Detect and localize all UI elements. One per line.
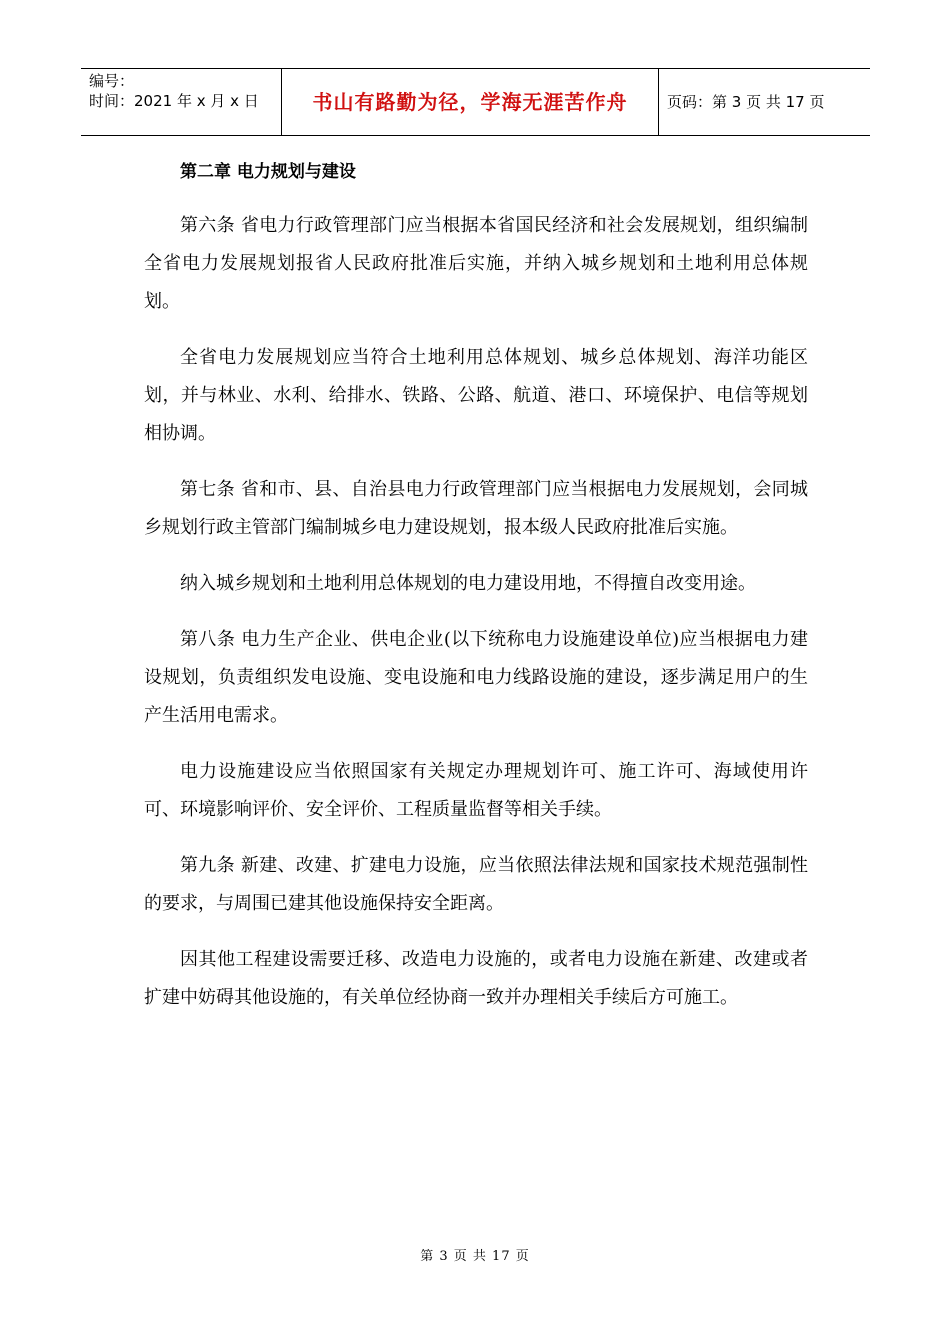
- date-label: 时间：2021 年 x 月 x 日: [89, 92, 259, 110]
- header-page-info: 页码：第 3 页 共 17 页: [667, 93, 825, 111]
- document-body: [144, 153, 808, 1035]
- serial-number-label: 编号：: [89, 72, 135, 90]
- chapter-title: 第二章 电力规划与建设: [180, 162, 356, 182]
- paragraph-article-9: 第九条 新建、改建、扩建电力设施，应当依照法律法规和国家技术规范强制性的要求，与周围已建其他设施保持安全距离。: [144, 855, 808, 914]
- paragraph-article-8: 第八条 电力生产企业、供电企业(以下统称电力设施建设单位)应当根据电力建设规划，负责组织发电设施、变电设施和电力线路设施的建设，逐步满足用户的生产生活用电需求。: [144, 629, 808, 726]
- paragraph-article-9-cont: 因其他工程建设需要迁移、改造电力设施的，或者电力设施在新建、改建或者扩建中妨碍其他设施的，有关单位经协商一致并办理相关手续后方可施工。: [144, 949, 808, 1008]
- paragraph-article-6: 第六条 省电力行政管理部门应当根据本省国民经济和社会发展规划，组织编制全省电力发展规划报省人民政府批准后实施，并纳入城乡规划和土地利用总体规划。: [144, 215, 808, 312]
- paragraph-article-7: 第七条 省和市、县、自治县电力行政管理部门应当根据电力发展规划，会同城乡规划行政主管部门编制城乡电力建设规划，报本级人民政府批准后实施。: [144, 479, 808, 538]
- document-header: [81, 68, 870, 136]
- paragraph-article-6-cont: 全省电力发展规划应当符合土地利用总体规划、城乡总体规划、海洋功能区划，并与林业、水利、给排水、铁路、公路、航道、港口、环境保护、电信等规划相协调。: [144, 347, 808, 444]
- paragraph-article-7-cont: 纳入城乡规划和土地利用总体规划的电力建设用地，不得擅自改变用途。: [180, 573, 756, 594]
- header-motto: 书山有路勤为径，学海无涯苦作舟: [282, 69, 659, 135]
- page-footer: 第 3 页 共 17 页: [420, 1249, 530, 1264]
- paragraph-article-8-cont: 电力设施建设应当依照国家有关规定办理规划许可、施工许可、海域使用许可、环境影响评价、安全评价、工程质量监督等相关手续。: [144, 761, 808, 820]
- header-meta: [81, 69, 282, 135]
